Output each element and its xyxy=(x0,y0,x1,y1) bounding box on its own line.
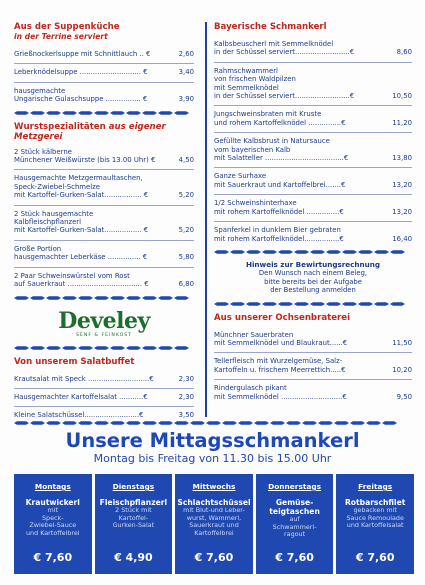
right-column xyxy=(214,22,412,401)
soup-title: Aus der Suppenküche xyxy=(14,22,120,32)
day-dish: Schlachtschüssel xyxy=(177,498,251,507)
day-name: Montags xyxy=(34,482,71,491)
menu-item: Ganze Surhaxe mit Sauerkraut und Kartoffelbrei.......€ 13,20 xyxy=(214,172,412,189)
lunch-days xyxy=(14,474,414,574)
day-price: € 7,60 xyxy=(194,551,234,564)
day-desc: gebacken mit Sauce Remoulade und Kartoffelsalat xyxy=(346,506,404,530)
menu-item: Krautsalat mit Speck ............................€ 2,30 xyxy=(14,374,194,383)
salad-title: Von unserem Salatbuffet xyxy=(14,356,135,367)
soup-section xyxy=(14,22,194,104)
arrow-divider xyxy=(14,110,194,116)
day-dish: Rotbarschfilet xyxy=(344,498,406,507)
menu-item: 1/2 Schweinshinterhaxe mit rohem Kartoffelknödel ...............€ 13,20 xyxy=(214,199,412,216)
lunch-subtitle: Montag bis Freitag von 11.30 bis 15.00 Uhr xyxy=(93,452,332,465)
lunch-title: Unsere Mittagsschmankerl xyxy=(65,429,360,452)
notice-text: Den Wunsch nach einem Beleg, bitte bereits bei der Aufgabe der Bestellung anmelden xyxy=(258,269,368,295)
day-price: € 4,90 xyxy=(114,551,153,564)
day-card xyxy=(14,474,92,574)
arrow-divider xyxy=(14,345,194,351)
day-card xyxy=(95,474,173,574)
day-name: Freitags xyxy=(358,482,393,491)
oxen-section xyxy=(214,313,412,401)
day-dish: Gemüse- teigtaschen xyxy=(269,498,320,516)
menu-item: Rindergulasch pikant mit Semmelknödel ............................€ 9,50 xyxy=(214,384,412,401)
day-price: € 7,60 xyxy=(275,551,314,564)
day-price: € 7,60 xyxy=(33,551,73,564)
menu-item: Große Portion hausgemachter Leberkäse ............... € 5,80 xyxy=(14,244,194,262)
arrow-divider xyxy=(14,295,194,301)
arrow-divider xyxy=(214,249,412,255)
menu-item: hausgemachte Ungarische Gulaschsuppe ................ € 3,90 xyxy=(14,86,194,104)
menu-item: Tellerfleisch mit Wurzelgemüse, Salz- Kartoffeln u. frischem Meerrettich.....€ 10,20 xyxy=(214,357,412,374)
menu-item: Gefüllte Kalbsbrust in Natursauce vom bayerischen Kalb mit Salatteller ....................................€ 13,80 xyxy=(214,137,412,163)
day-card xyxy=(175,474,253,574)
menu-item: Spanferkel in dunklem Bier gebraten mit rohem Kartoffelknödel................€ 16,40 xyxy=(214,226,412,243)
arrow-divider xyxy=(214,301,412,307)
arrow-divider-wide xyxy=(14,420,412,426)
day-name: Mittwochs xyxy=(192,482,236,491)
day-desc: mit Speck- Zwiebel-Sauce und Kartoffelbrei xyxy=(26,506,80,537)
day-desc: 2 Stück mit Kartoffel- Gurken-Salat xyxy=(112,506,155,530)
menu-item: Rahmschwammerl von frischen Waldpilzen mit Semmelknödel in der Schüssel serviert.........................€ 10,50 xyxy=(214,66,412,101)
left-column xyxy=(14,22,194,420)
notice-heading: Hinweis zur Bewirtungsrechnung xyxy=(245,259,381,269)
day-name: Dienstags xyxy=(112,482,155,491)
menu-item: Kalbsbeuscherl mit Semmelknödel in der Schüssel serviert.........................€ 8,60 xyxy=(214,40,412,57)
day-card xyxy=(256,474,334,574)
day-desc: auf Schwammerl- ragout xyxy=(272,515,317,539)
oxen-title: Aus unserer Ochsenbraterei xyxy=(214,312,351,323)
receipt-notice xyxy=(214,261,412,295)
menu-item: Jungschweinsbraten mit Kruste und rohem Kartoffelknödel ...............€ 11,20 xyxy=(214,110,412,127)
menu-item: 2 Stück hausgemachte Kalbfleischpflanzerl mit Kartoffel-Gurken-Salat................. € 5,20 xyxy=(14,209,194,235)
soup-subtitle: in der Terrine serviert xyxy=(14,32,108,41)
menu-item: Kleine Salatschüssel.........................€ 3,50 xyxy=(14,411,194,420)
menu-item: Leberknödelsuppe ............................ € 3,40 xyxy=(14,68,194,77)
menu-item: Münchner Sauerbraten mit Semmelknödel und Blaukraut......€ 11,50 xyxy=(214,330,412,347)
bavarian-title: Bayerische Schmankerl xyxy=(214,22,327,32)
day-name: Donnerstags xyxy=(268,482,322,491)
day-desc: mit Blut-und Leber- wurst, Wammerl, Sauerkraut und Kartoffelbrei xyxy=(183,506,245,537)
sausage-title: Wurstspezialitäten aus eigener Metzgerei xyxy=(14,121,166,142)
develey-logo xyxy=(14,309,194,339)
logo-word: Develey xyxy=(58,307,150,334)
day-dish: Krautwickerl xyxy=(25,498,80,507)
menu-item: Grießnockerlsuppe mit Schnittlauch .. € 2,60 xyxy=(14,50,194,58)
day-dish: Fleischpflanzerl xyxy=(99,498,168,507)
menu-item: 2 Stück kälberne Münchener Weißwürste (bis 13.00 Uhr) € 4,50 xyxy=(14,147,194,165)
menu-item: 2 Paar Schweinswürstel vom Rost auf Sauerkraut .................................. € 6,80 xyxy=(14,271,194,289)
logo-sub: SENF & FEINKOST xyxy=(76,332,132,338)
menu-item: Hausgemachte Metzgermaultaschen, Speck-Zwiebel-Schmelze mit Kartoffel-Gurken-Salat................. € 5,20 xyxy=(14,174,194,200)
sausage-section xyxy=(14,122,194,289)
menu-item: Hausgemachter Kartoffelsalat ...........€ 2,30 xyxy=(14,392,194,401)
salad-section xyxy=(14,357,194,420)
bavarian-section xyxy=(214,22,412,243)
day-card xyxy=(336,474,414,574)
day-price: € 7,60 xyxy=(355,551,395,564)
column-divider xyxy=(205,22,207,417)
